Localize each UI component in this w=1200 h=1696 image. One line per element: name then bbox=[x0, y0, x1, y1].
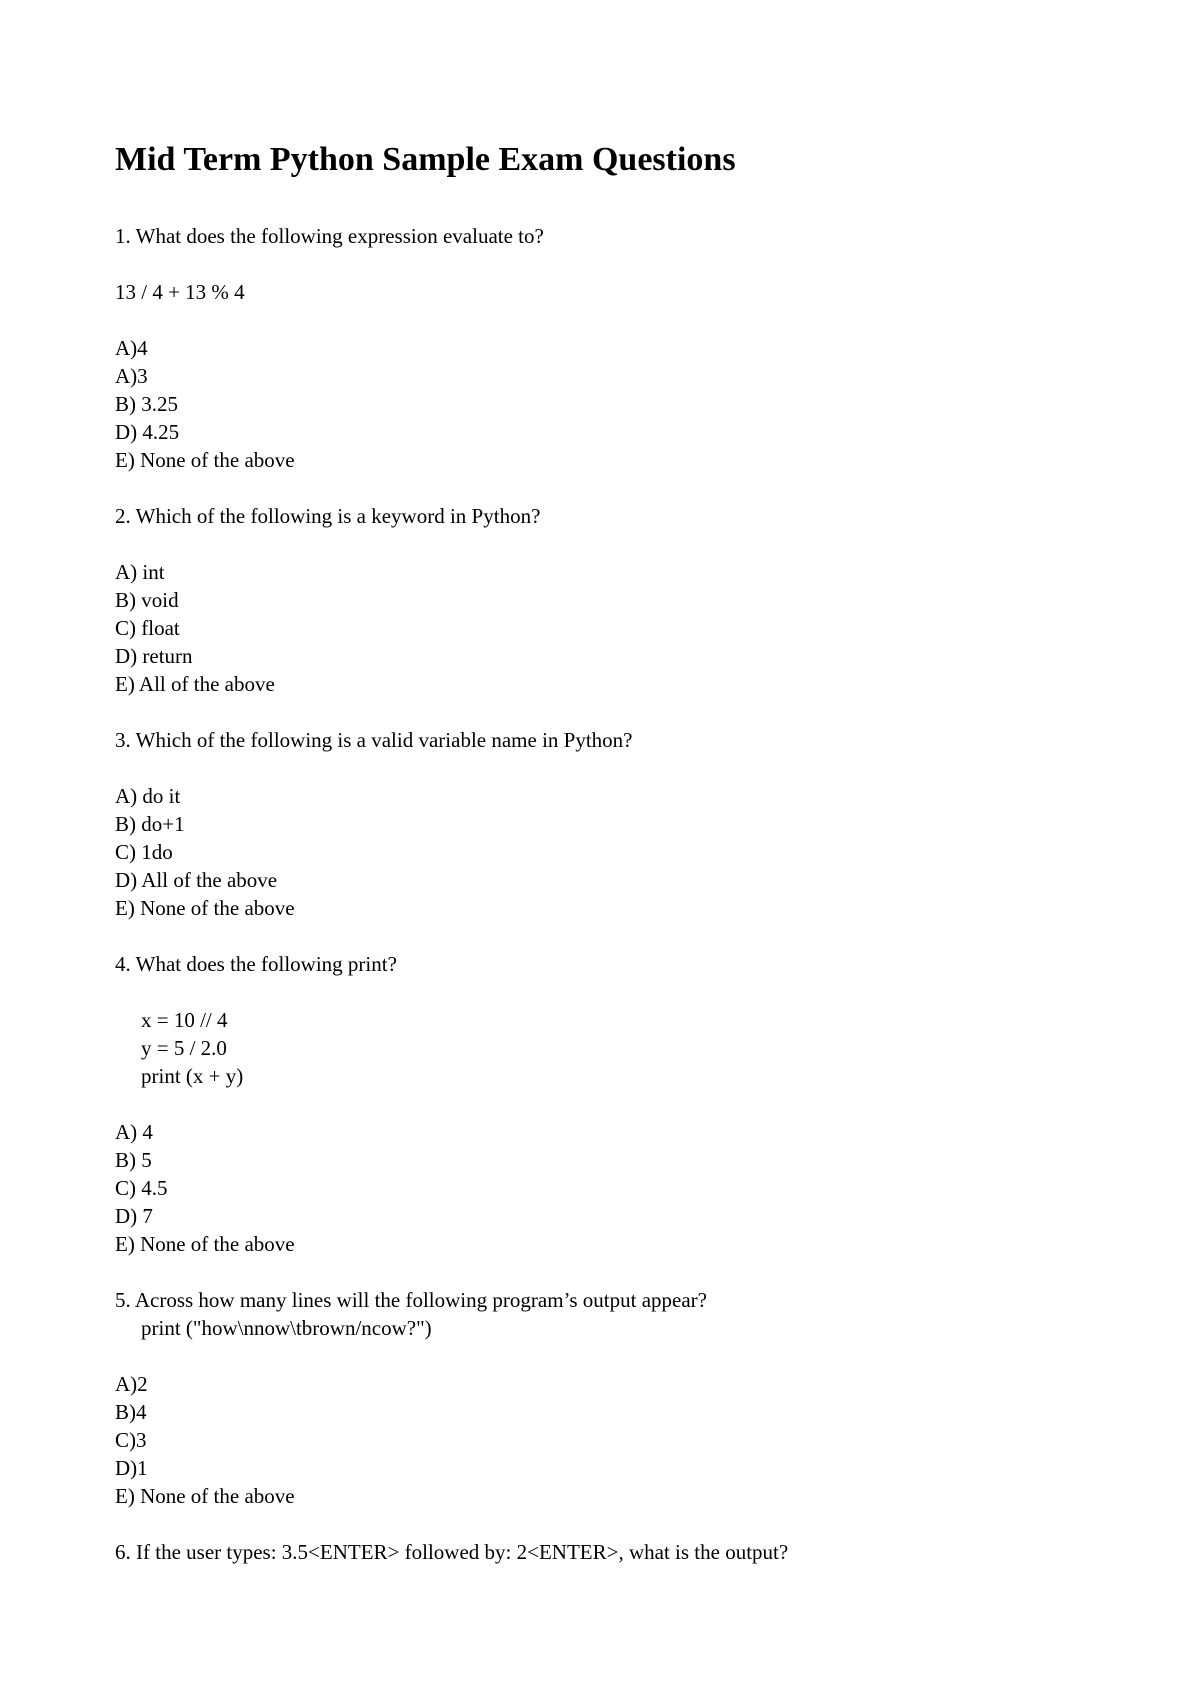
question-prompt: 4. What does the following print? bbox=[115, 952, 397, 976]
answer-option: B) 5 bbox=[115, 1148, 152, 1172]
question-1 bbox=[115, 222, 1115, 474]
code-line: print ("how\nnow\tbrown/ncow?") bbox=[141, 1316, 432, 1340]
answer-option: E) None of the above bbox=[115, 1484, 295, 1508]
answer-option: E) None of the above bbox=[115, 896, 295, 920]
answer-option: E) None of the above bbox=[115, 1232, 295, 1256]
answer-option: E) None of the above bbox=[115, 448, 295, 472]
answer-option: A)2 bbox=[115, 1372, 148, 1396]
answer-option: D) 4.25 bbox=[115, 420, 180, 444]
answer-option: A)4 bbox=[115, 336, 148, 360]
answer-option: D) All of the above bbox=[115, 868, 278, 892]
code-line: print (x + y) bbox=[141, 1064, 244, 1088]
page-title: Mid Term Python Sample Exam Questions bbox=[115, 141, 736, 178]
answer-option: D) 7 bbox=[115, 1204, 153, 1228]
answer-option: A) do it bbox=[115, 784, 181, 808]
question-prompt: 2. Which of the following is a keyword in Python? bbox=[115, 504, 541, 528]
question-prompt: 5. Across how many lines will the following program’s output appear? bbox=[115, 1288, 707, 1312]
code-line: x = 10 // 4 bbox=[141, 1008, 228, 1032]
answer-option: C) 1do bbox=[115, 840, 173, 864]
answer-option: C)3 bbox=[115, 1428, 147, 1452]
question-6 bbox=[115, 1538, 1115, 1566]
answer-option: C) float bbox=[115, 616, 180, 640]
answer-option: A) int bbox=[115, 560, 165, 584]
code-line: y = 5 / 2.0 bbox=[141, 1036, 227, 1060]
answer-option: B) void bbox=[115, 588, 179, 612]
question-list bbox=[115, 222, 1115, 1566]
answer-option: D) return bbox=[115, 644, 193, 668]
answer-option: A) 4 bbox=[115, 1120, 153, 1144]
answer-option: A)3 bbox=[115, 364, 148, 388]
answer-option: B) 3.25 bbox=[115, 392, 178, 416]
answer-option: B) do+1 bbox=[115, 812, 185, 836]
question-3 bbox=[115, 726, 1115, 922]
question-4 bbox=[115, 950, 1115, 1258]
question-prompt: 6. If the user types: 3.5<ENTER> followed by: 2<ENTER>, what is the output? bbox=[115, 1540, 789, 1564]
answer-option: B)4 bbox=[115, 1400, 147, 1424]
answer-option: D)1 bbox=[115, 1456, 148, 1480]
answer-option: C) 4.5 bbox=[115, 1176, 168, 1200]
question-prompt: 3. Which of the following is a valid variable name in Python? bbox=[115, 728, 633, 752]
code-line: 13 / 4 + 13 % 4 bbox=[115, 280, 245, 304]
question-5 bbox=[115, 1286, 1115, 1510]
question-prompt: 1. What does the following expression evaluate to? bbox=[115, 224, 544, 248]
answer-option: E) All of the above bbox=[115, 672, 275, 696]
question-2 bbox=[115, 502, 1115, 698]
